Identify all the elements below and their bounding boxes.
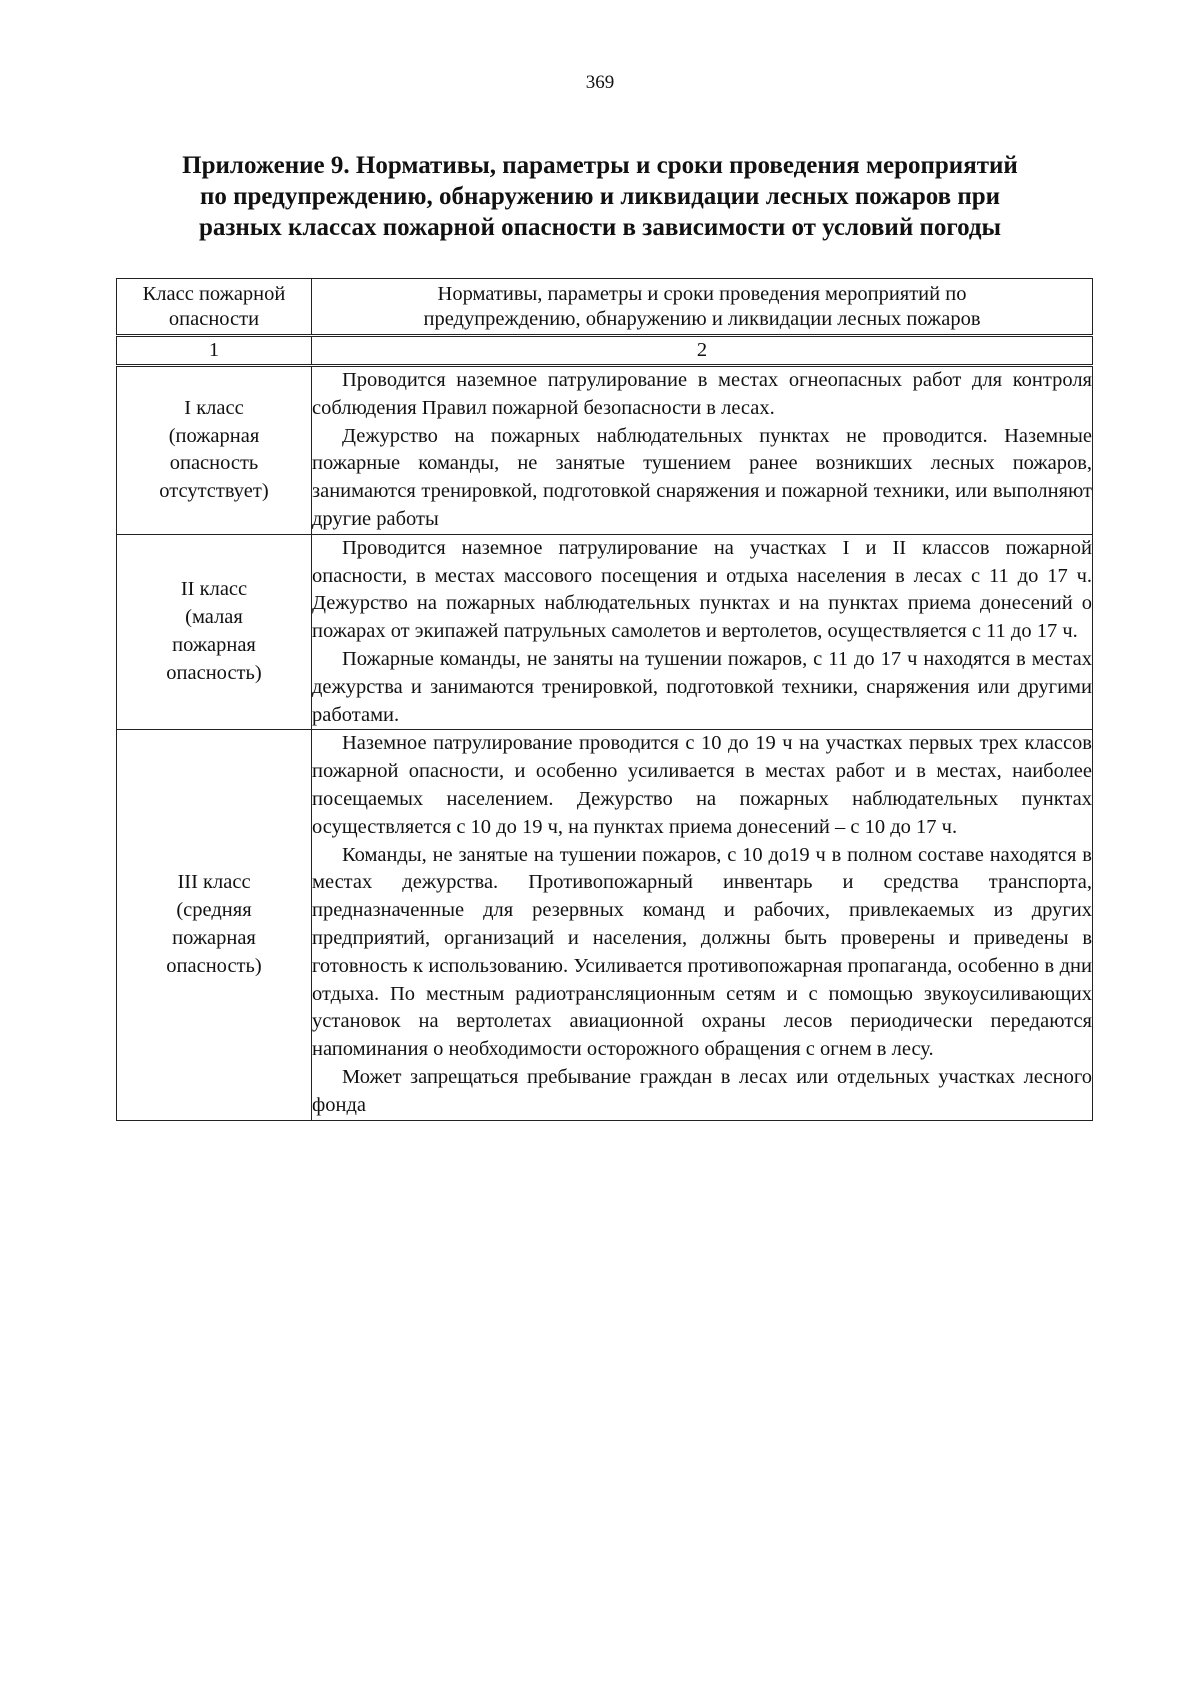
norms-text-cell [312, 534, 1093, 730]
header-norms-column [312, 279, 1093, 336]
class-label: II класс [180, 578, 248, 601]
class-label: опасность) [166, 661, 262, 684]
table-row [117, 366, 1093, 535]
class-label: (пожарная [168, 424, 260, 447]
title-line: Приложение 9. Нормативы, параметры и сроки проведения мероприятий [182, 152, 1018, 179]
column-number: 1 [117, 336, 312, 366]
class-label: I класс [184, 396, 244, 419]
header-text: Класс пожарной [142, 282, 286, 305]
page-number: 369 [585, 72, 615, 93]
norms-paragraph: Пожарные команды, не заняты на тушении пожаров, с 11 до 17 ч находятся в местах дежурства и занимаются тренировкой, подготовкой техники, снаряжения или другими работами. [312, 647, 1092, 726]
column-number: 2 [312, 336, 1093, 366]
norms-paragraph: Проводится наземное патрулирование на участках I и II классов пожарной опасности, в местах массового посещения и отдыха населения в лесах с 11 до 17 ч. Дежурство на пожарных наблюдательных пунктах и на пунктах приема донесений о пожарах от экипажей патрульных самолетов и вертолетов, осуществляется с 11 до 17 ч. [312, 536, 1092, 643]
norms-paragraph: Проводится наземное патрулирование в местах огнеопасных работ для контроля соблюдения Правил пожарной безопасности в лесах. [312, 369, 1092, 419]
title-line: по предупреждению, обнаружению и ликвидации лесных пожаров при [199, 183, 1001, 210]
norms-text-cell [312, 366, 1093, 535]
class-label: пожарная [172, 926, 256, 949]
class-label: пожарная [172, 634, 256, 657]
class-label: опасность [169, 452, 259, 475]
class-label: III класс [177, 871, 251, 894]
table-row [117, 534, 1093, 730]
header-class-column [117, 279, 312, 336]
norms-paragraph: Наземное патрулирование проводится с 10 до 19 ч на участках первых трех классов пожарной опасности, и особенно усиливается в местах работ и в местах, наиболее посещаемых населением. Дежурство на пожарных наблюдательных пунктах осуществляется с 10 до 19 ч, на пунктах приема донесений – с 10 до 17 ч. [312, 732, 1092, 838]
class-label: отсутствует) [159, 480, 269, 503]
class-cell [117, 730, 312, 1120]
norms-paragraph: Может запрещаться пребывание граждан в лесах или отдельных участках лесного фонда [312, 1065, 1092, 1116]
class-cell [117, 534, 312, 730]
class-label: опасность) [166, 954, 262, 977]
header-text: предупреждению, обнаружению и ликвидации лесных пожаров [423, 307, 981, 330]
header-text: Нормативы, параметры и сроки проведения мероприятий по [437, 282, 967, 305]
fire-danger-norms-table [116, 278, 1093, 1121]
appendix-title [120, 150, 1080, 243]
column-number-row [117, 336, 1093, 366]
table-row [117, 730, 1093, 1120]
title-line: разных классах пожарной опасности в зависимости от условий погоды [198, 214, 1002, 241]
table-header-row [117, 279, 1093, 336]
norms-paragraph: Команды, не занятые на тушении пожаров, с 10 до19 ч в полном составе находятся в местах дежурства. Противопожарный инвентарь и средства транспорта, предназначенные для резервных команд и рабочих, привлекаемых из других предприятий, организаций и населения, должны быть проверены и приведены в готовность к использованию. Усиливается противопожарная пропаганда, особенно в дни отдыха. По местным радиотрансляционным сетям и с помощью звукоусиливающих установок на вертолетах авиационной охраны лесов периодически передаются напоминания о необходимости осторожного обращения с огнем в лесу. [312, 843, 1092, 1061]
norms-text-cell [312, 730, 1093, 1120]
header-text: опасности [168, 307, 260, 330]
class-label: (малая [185, 606, 243, 629]
norms-paragraph: Дежурство на пожарных наблюдательных пунктах не проводится. Наземные пожарные команды, не занятые тушением ранее возникших лесных пожаров, занимаются тренировкой, подготовкой снаряжения и пожарной техники, или выполняют другие работы [312, 424, 1092, 530]
class-label: (средняя [176, 899, 252, 922]
class-cell [117, 366, 312, 535]
